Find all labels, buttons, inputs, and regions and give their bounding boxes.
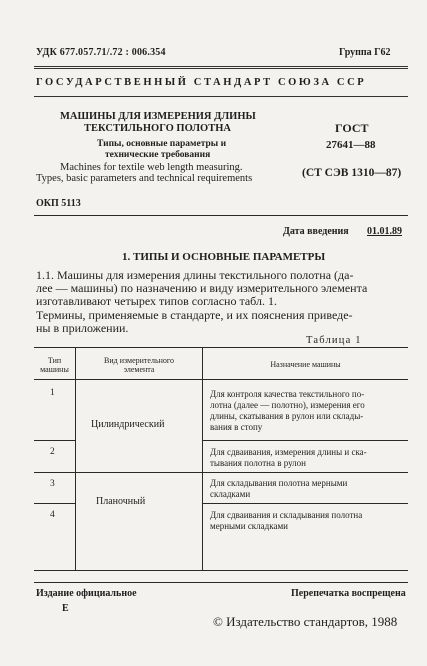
okp-code: ОКП 5113 [36,198,81,209]
gost-label: ГОСТ [335,121,369,135]
header-purpose: Назначение машины [270,360,341,369]
english-title-line2: Types, basic parameters and technical requirements [36,173,253,184]
table-row: 4 [50,510,55,520]
official-edition: Издание официальное [36,588,137,599]
standard-title: ГОСУДАРСТВЕННЫЙ СТАНДАРТ СОЮЗА ССР [36,77,367,88]
table-row: 1 [50,388,55,398]
table-row: 2 [50,447,55,457]
purpose-row-2: Для сдваивания, измерения длины и ска- тывания полотна в рулон [210,447,367,468]
table-caption: Таблица 1 [306,335,362,346]
top-rule-2 [34,68,408,69]
sev-reference: (СТ СЭВ 1310—87) [302,167,402,179]
element-cylinder: Цилиндрический [91,419,165,430]
paragraph-line: лее — машины) по назначению и виду измерительного элемента [36,281,368,295]
top-rule-1 [34,66,408,67]
element-plank: Планочный [96,496,146,507]
edition-letter: Е [62,603,69,614]
table-row: 3 [50,479,55,489]
intro-date-label: Дата введения [283,226,349,237]
header-type: Тип машины [40,356,69,374]
okp-rule [34,215,408,216]
paragraph-line: 1.1. Машины для измерения длины текстильного полотна (да- [36,268,354,282]
group-code: Группа Г62 [339,47,391,58]
english-title-line1: Machines for textile web length measuring. [60,162,243,173]
udk-code: УДК 677.057.71/.72 : 006.354 [36,47,166,58]
purpose-row-1: Для контроля качества текстильного по- лотна (далее — полотно), измерения его длины, скатывания в рулон или склады- вания в стопу [210,389,365,432]
header-element: Вид измерительного элемента [104,356,174,374]
purpose-row-3: Для складывания полотна мерными складками [210,478,348,499]
footer-rule [34,582,408,583]
doc-subtitle-line1: Типы, основные параметры и [97,139,227,149]
paragraph-line: изготавливают четырех типов согласно табл. 1. [36,294,277,308]
doc-title-line1: МАШИНЫ ДЛЯ ИЗМЕРЕНИЯ ДЛИНЫ [60,111,256,122]
paragraph-line: Термины, применяемые в стандарте, и их пояснения приведе- [36,308,353,322]
doc-subtitle-line2: технические требования [105,150,211,160]
section-title: 1. ТИПЫ И ОСНОВНЫЕ ПАРАМЕТРЫ [122,251,326,263]
standard-rule [34,96,408,97]
doc-title-line2: ТЕКСТИЛЬНОГО ПОЛОТНА [84,123,231,134]
intro-date-value: 01.01.89 [367,226,402,237]
copyright-notice: © Издательство стандартов, 1988 [213,614,398,629]
gost-number: 27641—88 [326,139,376,151]
reprint-notice: Перепечатка воспрещена [291,588,406,599]
purpose-row-4: Для сдваивания и складывания полотна мерными складками [210,510,363,531]
paragraph-line: ны в приложении. [36,321,129,335]
